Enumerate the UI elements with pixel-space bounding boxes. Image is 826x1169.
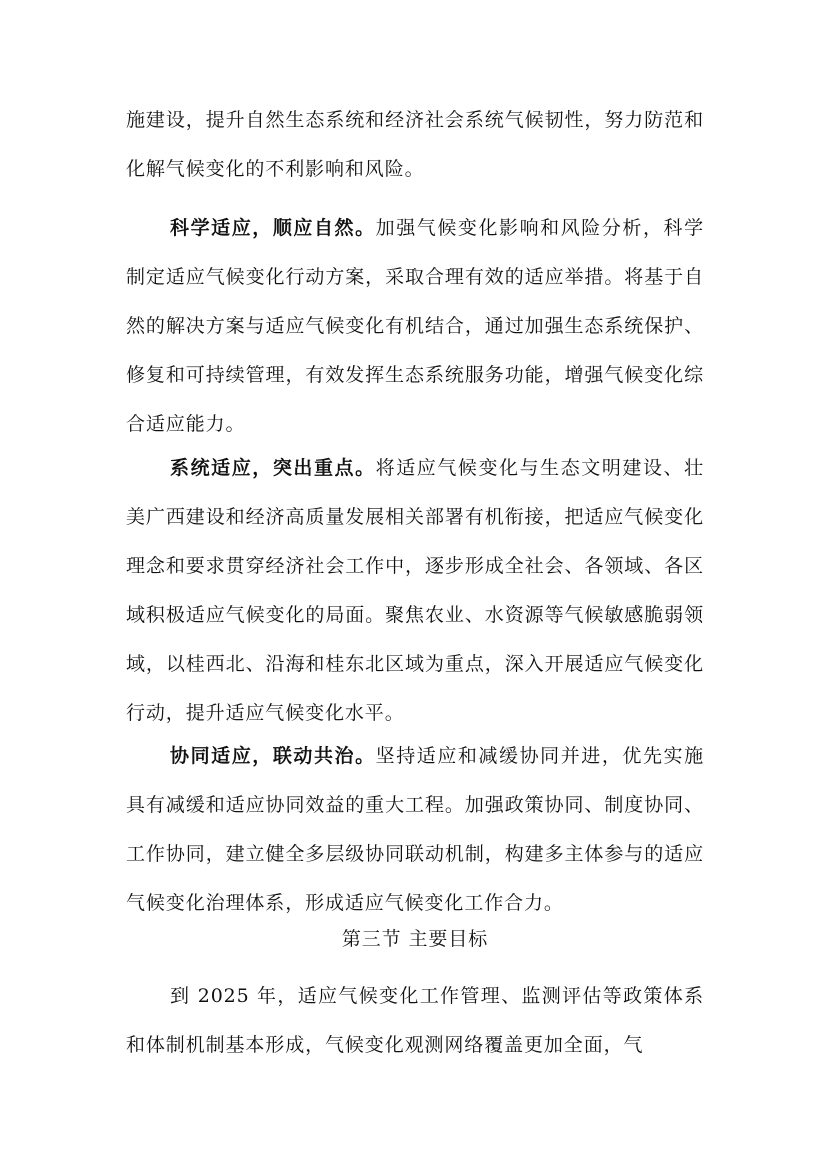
paragraph-systematic-adaptation xyxy=(126,444,704,738)
paragraph-collaborative-adaptation xyxy=(126,732,704,928)
paragraph-lead: 协同适应，联动共治。 xyxy=(170,745,376,767)
paragraph-lead: 科学适应，顺应自然。 xyxy=(170,217,376,239)
section-heading: 第三节 主要目标 xyxy=(341,928,489,950)
paragraph-text: 施建设，提升自然生态系统和经济社会系统气候韧性，努力防范和化解气候变化的不利影响和风险。 xyxy=(126,109,704,180)
paragraph-text: 坚持适应和减缓协同并进，优先实施具有减缓和适应协同效益的重大工程。加强政策协同、制度协同、工作协同，建立健全多层级协同联动机制，构建多主体参与的适应气候变化治理体系，形成适应气候变化工作合力。 xyxy=(126,745,704,914)
paragraph-scientific-adaptation xyxy=(126,204,704,449)
paragraph-text: 将适应气候变化与生态文明建设、壮美广西建设和经济高质量发展相关部署有机衔接，把适应气候变化理念和要求贯穿经济社会工作中，逐步形成全社会、各领域、各区域积极适应气候变化的局面。聚焦农业、水资源等气候敏感脆弱领域，以桂西北、沿海和桂东北区域为重点，深入开展适应气候变化行动，提升适应气候变化水平。 xyxy=(126,457,704,724)
paragraph-lead: 系统适应，突出重点。 xyxy=(170,457,376,479)
paragraph-text: 加强气候变化影响和风险分析，科学制定适应气候变化行动方案，采取合理有效的适应举措。将基于自然的解决方案与适应气候变化有机结合，通过加强生态系统保护、修复和可持续管理，有效发挥生态系统服务功能，增强气候变化综合适应能力。 xyxy=(126,217,704,435)
paragraph-continuation xyxy=(126,96,704,194)
paragraph-text: 到 2025 年，适应气候变化工作管理、监测评估等政策体系和体制机制基本形成，气候变化观测网络覆盖更加全面，气 xyxy=(126,985,704,1056)
paragraph-main-goals xyxy=(126,972,704,1070)
